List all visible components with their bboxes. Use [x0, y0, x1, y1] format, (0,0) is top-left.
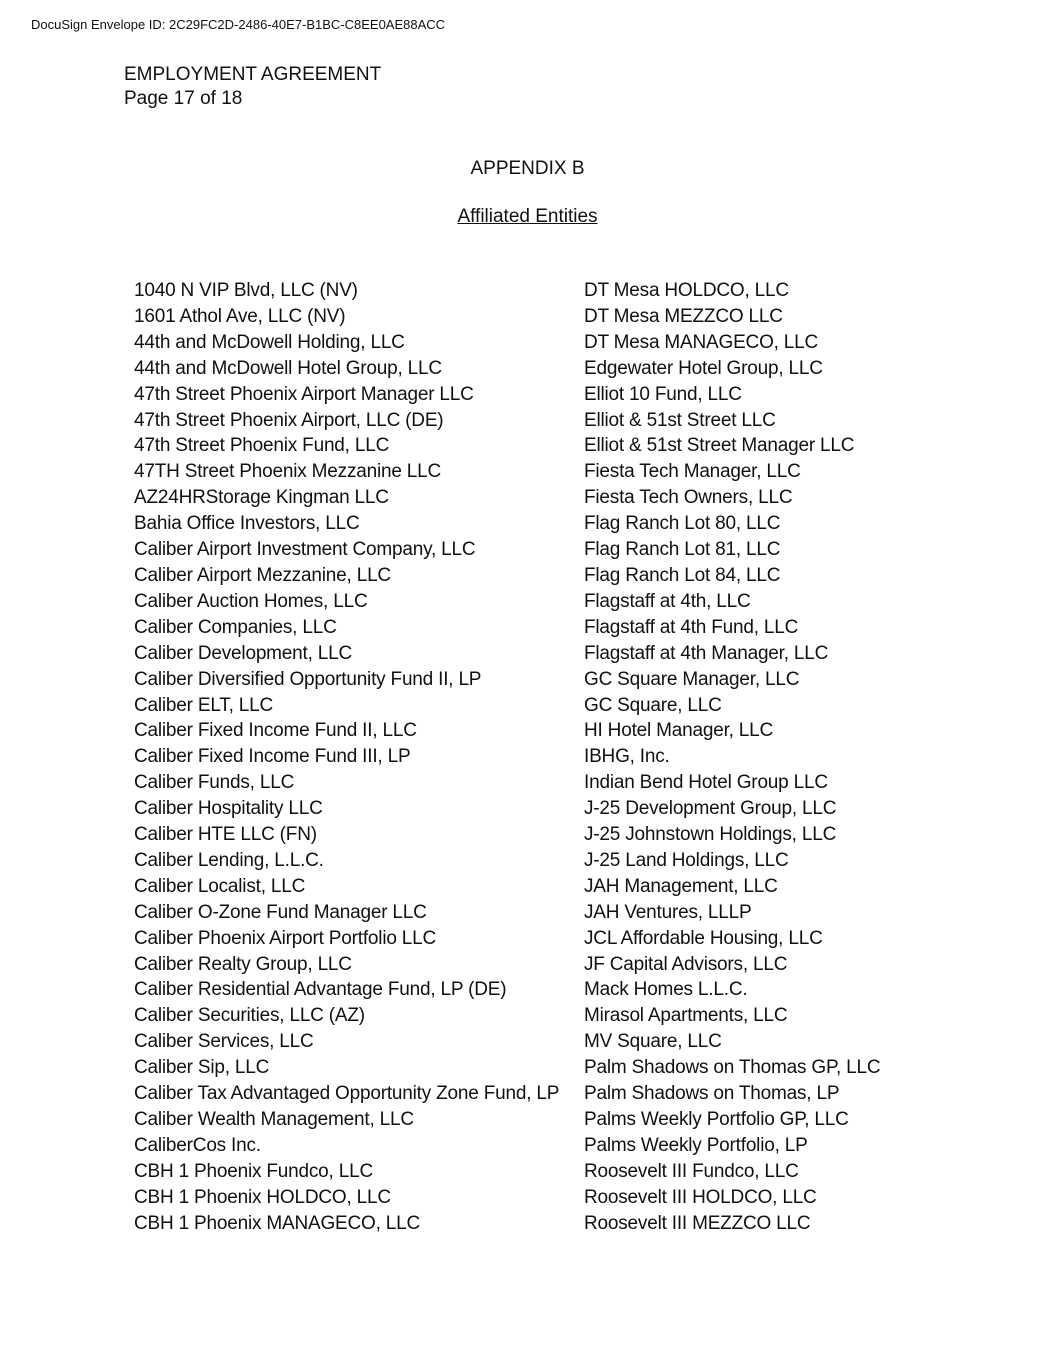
entity-item: Caliber Airport Investment Company, LLC: [134, 539, 476, 561]
entity-item: J-25 Development Group, LLC: [584, 798, 837, 820]
entity-item: Caliber Development, LLC: [134, 642, 353, 664]
entity-item: CaliberCos Inc.: [134, 1134, 261, 1156]
entity-item: 47th Street Phoenix Airport, LLC (DE): [134, 409, 444, 431]
entity-item: JAH Ventures, LLLP: [584, 901, 752, 923]
section-title-text: Affiliated Entities: [457, 206, 598, 227]
page-number: Page 17 of 18: [124, 88, 243, 109]
entity-item: Caliber O-Zone Fund Manager LLC: [134, 901, 427, 923]
entity-item: Roosevelt III MEZZCO LLC: [584, 1212, 811, 1234]
document-header: [124, 63, 381, 111]
entity-item: Caliber Realty Group, LLC: [134, 953, 352, 975]
entity-item: 47th Street Phoenix Fund, LLC: [134, 435, 390, 457]
entity-item: Caliber Services, LLC: [134, 1031, 314, 1053]
entity-item: Flagstaff at 4th, LLC: [584, 590, 751, 612]
entity-item: Elliot & 51st Street Manager LLC: [584, 435, 855, 457]
entity-item: GC Square, LLC: [584, 694, 722, 716]
entity-item: Caliber Auction Homes, LLC: [134, 590, 368, 612]
entity-item: Caliber Residential Advantage Fund, LP (DE): [134, 979, 507, 1001]
entity-item: Palm Shadows on Thomas GP, LLC: [584, 1057, 881, 1079]
entity-list-right: [584, 278, 880, 1237]
entity-item: Palms Weekly Portfolio GP, LLC: [584, 1109, 849, 1130]
entity-item: AZ24HRStorage Kingman LLC: [134, 487, 389, 509]
entity-item: Caliber HTE LLC (FN): [134, 824, 317, 846]
entity-item: 1040 N VIP Blvd, LLC (NV): [134, 280, 358, 301]
entity-item: DT Mesa MEZZCO LLC: [584, 305, 783, 327]
entity-item: Caliber Funds, LLC: [134, 772, 295, 794]
entity-item: Mack Homes L.L.C.: [584, 979, 748, 1001]
entity-item: JCL Affordable Housing, LLC: [584, 927, 823, 949]
entity-item: Caliber ELT, LLC: [134, 694, 274, 716]
entity-item: Caliber Sip, LLC: [134, 1057, 270, 1079]
entity-item: 47TH Street Phoenix Mezzanine LLC: [134, 461, 442, 483]
entity-item: GC Square Manager, LLC: [584, 668, 800, 690]
entity-item: HI Hotel Manager, LLC: [584, 720, 774, 742]
entity-item: Palms Weekly Portfolio, LP: [584, 1134, 808, 1156]
entity-item: Elliot & 51st Street LLC: [584, 409, 776, 431]
entity-item: MV Square, LLC: [584, 1031, 722, 1053]
entity-item: Fiesta Tech Manager, LLC: [584, 461, 801, 483]
entity-item: Indian Bend Hotel Group LLC: [584, 772, 828, 794]
entity-item: Caliber Companies, LLC: [134, 616, 337, 638]
entity-item: CBH 1 Phoenix MANAGECO, LLC: [134, 1212, 421, 1234]
entity-item: CBH 1 Phoenix Fundco, LLC: [134, 1160, 373, 1182]
entity-item: Caliber Localist, LLC: [134, 875, 306, 897]
entity-item: Caliber Airport Mezzanine, LLC: [134, 564, 391, 586]
entity-item: Caliber Hospitality LLC: [134, 798, 323, 820]
appendix-label: APPENDIX B: [470, 158, 585, 179]
appendix-heading: [0, 158, 1055, 180]
entity-item: Caliber Fixed Income Fund III, LP: [134, 746, 411, 768]
entity-item: Caliber Securities, LLC (AZ): [134, 1005, 365, 1027]
entity-item: 47th Street Phoenix Airport Manager LLC: [134, 383, 474, 405]
entity-item: Caliber Fixed Income Fund II, LLC: [134, 720, 417, 742]
entity-item: Fiesta Tech Owners, LLC: [584, 487, 793, 509]
entity-item: Caliber Diversified Opportunity Fund II, LP: [134, 668, 482, 690]
entity-item: DT Mesa MANAGECO, LLC: [584, 331, 819, 353]
entity-item: Caliber Tax Advantaged Opportunity Zone Fund, LP: [134, 1083, 560, 1105]
entity-item: Roosevelt III Fundco, LLC: [584, 1160, 799, 1182]
entity-item: Flag Ranch Lot 81, LLC: [584, 539, 781, 561]
entity-item: DT Mesa HOLDCO, LLC: [584, 280, 789, 301]
section-title: [0, 206, 1055, 228]
entity-item: Roosevelt III HOLDCO, LLC: [584, 1186, 817, 1208]
entity-item: Flagstaff at 4th Fund, LLC: [584, 616, 799, 638]
entity-item: Palm Shadows on Thomas, LP: [584, 1083, 840, 1105]
entity-item: J-25 Land Holdings, LLC: [584, 849, 789, 871]
entity-item: Edgewater Hotel Group, LLC: [584, 357, 823, 379]
entity-item: 44th and McDowell Holding, LLC: [134, 331, 405, 353]
entity-item: JF Capital Advisors, LLC: [584, 953, 788, 975]
entity-item: Flag Ranch Lot 84, LLC: [584, 564, 781, 586]
entity-item: Caliber Wealth Management, LLC: [134, 1109, 414, 1130]
entity-item: 1601 Athol Ave, LLC (NV): [134, 305, 346, 327]
entity-item: 44th and McDowell Hotel Group, LLC: [134, 357, 442, 379]
entity-item: Caliber Phoenix Airport Portfolio LLC: [134, 927, 437, 949]
entity-item: CBH 1 Phoenix HOLDCO, LLC: [134, 1186, 391, 1208]
entity-item: Mirasol Apartments, LLC: [584, 1005, 788, 1027]
entity-item: Flagstaff at 4th Manager, LLC: [584, 642, 829, 664]
entity-item: JAH Management, LLC: [584, 875, 778, 897]
entity-item: Elliot 10 Fund, LLC: [584, 383, 742, 405]
envelope-id: DocuSign Envelope ID: 2C29FC2D-2486-40E7-B1BC-C8EE0AE88ACC: [31, 17, 446, 32]
entity-item: Flag Ranch Lot 80, LLC: [584, 513, 781, 535]
document-title: EMPLOYMENT AGREEMENT: [124, 64, 382, 85]
entity-item: J-25 Johnstown Holdings, LLC: [584, 824, 837, 846]
entity-list-left: [134, 278, 559, 1237]
entity-item: Caliber Lending, L.L.C.: [134, 849, 324, 871]
entity-item: IBHG, Inc.: [584, 746, 670, 768]
entity-item: Bahia Office Investors, LLC: [134, 513, 360, 535]
